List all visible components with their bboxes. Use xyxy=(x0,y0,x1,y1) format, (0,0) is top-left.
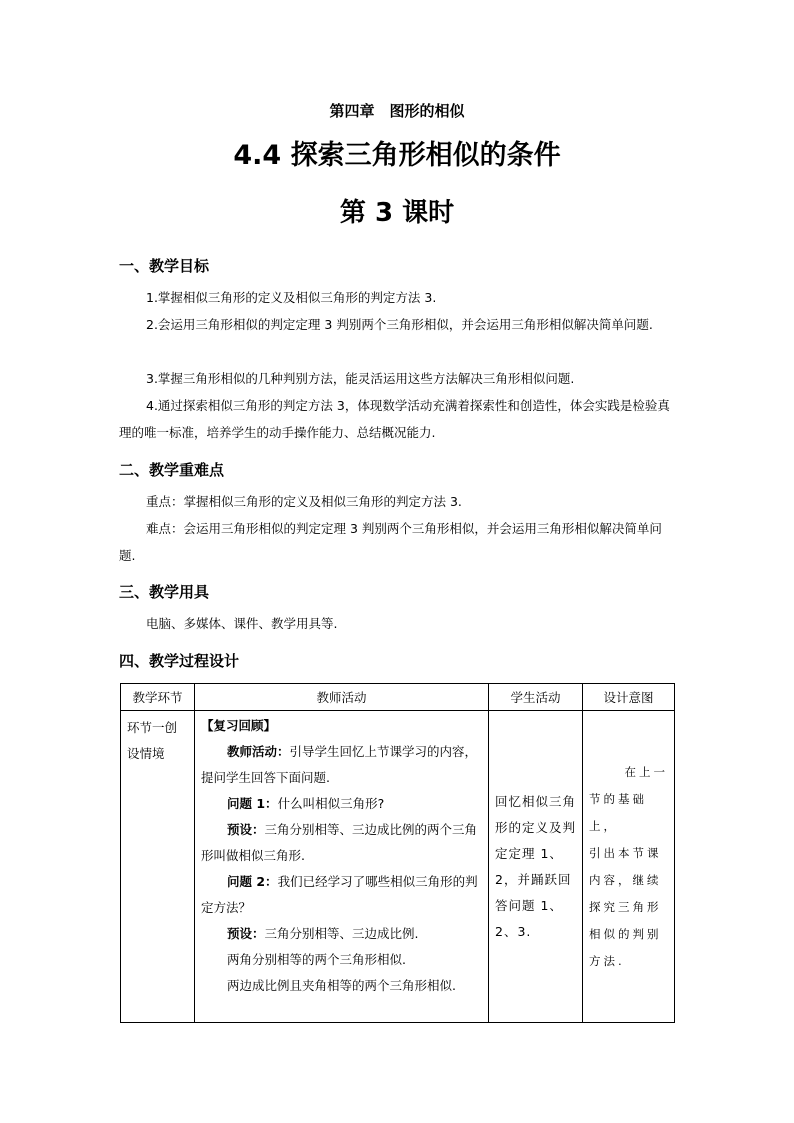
table-row xyxy=(121,711,675,1023)
tools-text: 电脑、多媒体、课件、教学用具等. xyxy=(146,616,338,631)
keypoints-heading: 二、教学重难点 xyxy=(119,461,225,479)
lesson-number: 第 3 课时 xyxy=(339,198,455,228)
answer-1: 预设：三角分别相等、三边成比例的两个三角形叫做相似三角形. xyxy=(201,822,478,863)
process-heading: 四、教学过程设计 xyxy=(119,652,240,670)
review-label: 【复习回顾】 xyxy=(201,718,277,733)
stage-cell: 环节一创设情境 xyxy=(121,711,195,1023)
teacher-activity-cell xyxy=(195,711,489,1023)
column-header: 教师活动 xyxy=(195,684,489,711)
answer-2-line-3: 两边成比例且夹角相等的两个三角形相似. xyxy=(227,978,456,993)
answer-2: 预设：三角分别相等、三边成比例. xyxy=(227,926,419,941)
page-title: 4.4 探索三角形相似的条件 xyxy=(233,140,561,171)
column-header: 教学环节 xyxy=(121,684,195,711)
goals-heading: 一、教学目标 xyxy=(119,257,210,275)
goal-4: 4.通过探索相似三角形的判定方法 3，体现数学活动充满着探索性和创造性，体会实践是检验真理的唯一标准，培养学生的动手操作能力、总结概况能力. xyxy=(119,398,670,440)
question-2: 问题 2：我们已经学习了哪些相似三角形的判定方法？ xyxy=(201,874,478,915)
process-table xyxy=(120,683,675,1023)
table-header-row xyxy=(121,684,675,711)
teacher-activity: 教师活动：引导学生回忆上节课学习的内容，提问学生回答下面问题. xyxy=(201,744,478,785)
column-header: 设计意图 xyxy=(583,684,675,711)
column-header: 学生活动 xyxy=(489,684,583,711)
answer-2-line-2: 两角分别相等的两个三角形相似. xyxy=(227,952,406,967)
difficult-point: 难点：会运用三角形相似的判定定理 3 判别两个三角形相似，并会运用三角形相似解决简单问题. xyxy=(119,521,662,563)
goal-1: 1.掌握相似三角形的定义及相似三角形的判定方法 3. xyxy=(146,290,437,305)
goal-3: 3.掌握三角形相似的几种判别方法，能灵活运用这些方法解决三角形相似问题. xyxy=(146,371,575,386)
design-intent-cell: 在上一 节的基础上， 引出本节课 内容，继续 探究三角形 相似的判别 方法. xyxy=(583,711,675,1023)
student-activity-cell: 回忆相似三角形的定义及判定定理 1、2，并踊跃回答问题 1、2、3. xyxy=(489,711,583,1023)
question-1: 问题 1：什么叫相似三角形? xyxy=(227,796,385,811)
goal-2: 2.会运用三角形相似的判定定理 3 判别两个三角形相似，并会运用三角形相似解决简单问题. xyxy=(146,317,653,332)
chapter-heading: 第四章 图形的相似 xyxy=(329,102,465,120)
tools-heading: 三、教学用具 xyxy=(119,583,210,601)
key-point: 重点：掌握相似三角形的定义及相似三角形的判定方法 3. xyxy=(146,494,462,509)
